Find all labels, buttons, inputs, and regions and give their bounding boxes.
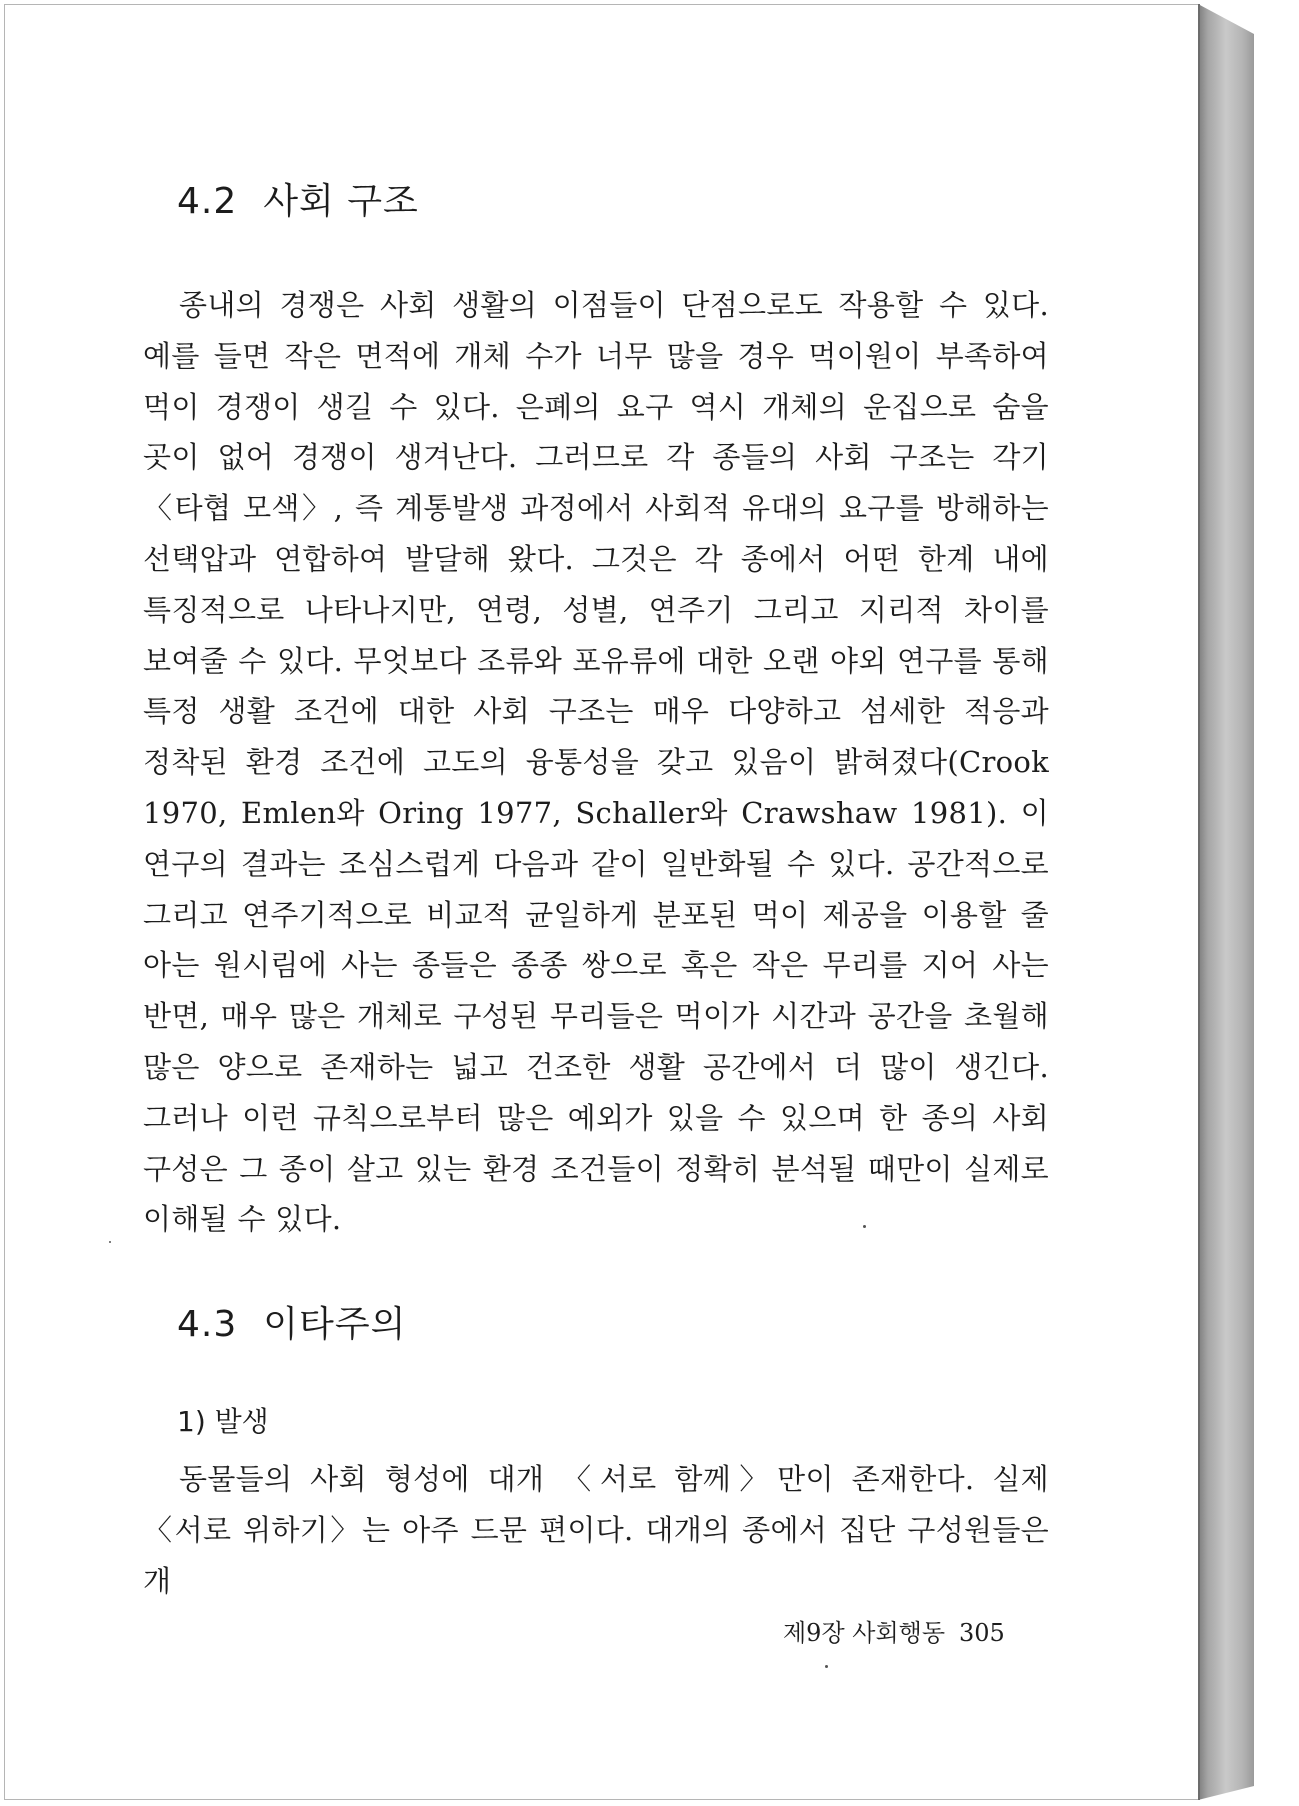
page-edge-line <box>1198 4 1200 1800</box>
chapter-title: 제9장 사회행동 <box>783 1619 946 1647</box>
page-footer <box>783 1613 1005 1648</box>
section-heading-4-2 <box>177 173 419 224</box>
book-edge <box>1198 4 1254 1800</box>
section-number: 4.3 <box>177 1304 238 1345</box>
scan-speck <box>825 1665 828 1668</box>
section-title: 이타주의 <box>263 1304 407 1345</box>
scan-speck <box>863 1225 866 1228</box>
section-title: 사회 구조 <box>263 181 419 222</box>
section-4-2-paragraph: 종내의 경쟁은 사회 생활의 이점들이 단점으로도 작용할 수 있다. 예를 들면 작은 면적에 개체 수가 너무 많을 경우 먹이원이 부족하여 먹이 경쟁이 생길 수 있다. 은폐의 요구 역시 개체의 운집으로 숨을 곳이 없어 경쟁이 생겨난다. 그러므로 각 종들의 사회 구조는 각기 〈타협 모색〉, 즉 계통발생 과정에서 사회적 유대의 요구를 방해하는 선택압과 연합하여 발달해 왔다. 그것은 각 종에서 어떤 한계 내에 특징적으로 나타나지만, 연령, 성별, 연주기 그리고 지리적 차이를 보여줄 수 있다. 무엇보다 조류와 포유류에 대한 오랜 야외 연구를 통해 특정 생활 조건에 대한 사회 구조는 매우 다양하고 섬세한 적응과 정착된 환경 조건에 고도의 융통성을 갖고 있음이 밝혀졌다(Crook 1970, Emlen와 Oring 1977, Schaller와 Crawshaw 1981). 이 연구의 결과는 조심스럽게 다음과 같이 일반화될 수 있다. 공간적으로 그리고 연주기적으로 비교적 균일하게 분포된 먹이 제공을 이용할 줄 아는 원시림에 사는 종들은 종종 쌍으로 혹은 작은 무리를 지어 사는 반면, 매우 많은 개체로 구성된 무리들은 먹이가 시간과 공간을 초월해 많은 양으로 존재하는 넓고 건조한 생활 공간에서 더 많이 생긴다. 그러나 이런 규칙으로부터 많은 예외가 있을 수 있으며 한 종의 사회 구성은 그 종이 살고 있는 환경 조건들이 정확히 분석될 때만이 실제로 이해될 수 있다. <box>143 288 1049 1237</box>
scan-speck <box>109 1241 111 1243</box>
book-page <box>4 4 1200 1800</box>
section-4-3-paragraph: 동물들의 사회 형성에 대개 〈서로 함께〉만이 존재한다. 실제 〈서로 위하기〉는 아주 드문 편이다. 대개의 종에서 집단 구성원들은 개 <box>143 1462 1049 1598</box>
section-heading-4-3 <box>177 1296 406 1347</box>
page-number: 305 <box>959 1619 1005 1647</box>
section-number: 4.2 <box>177 181 238 222</box>
subsection-heading: 1) 발생 <box>177 1405 269 1438</box>
